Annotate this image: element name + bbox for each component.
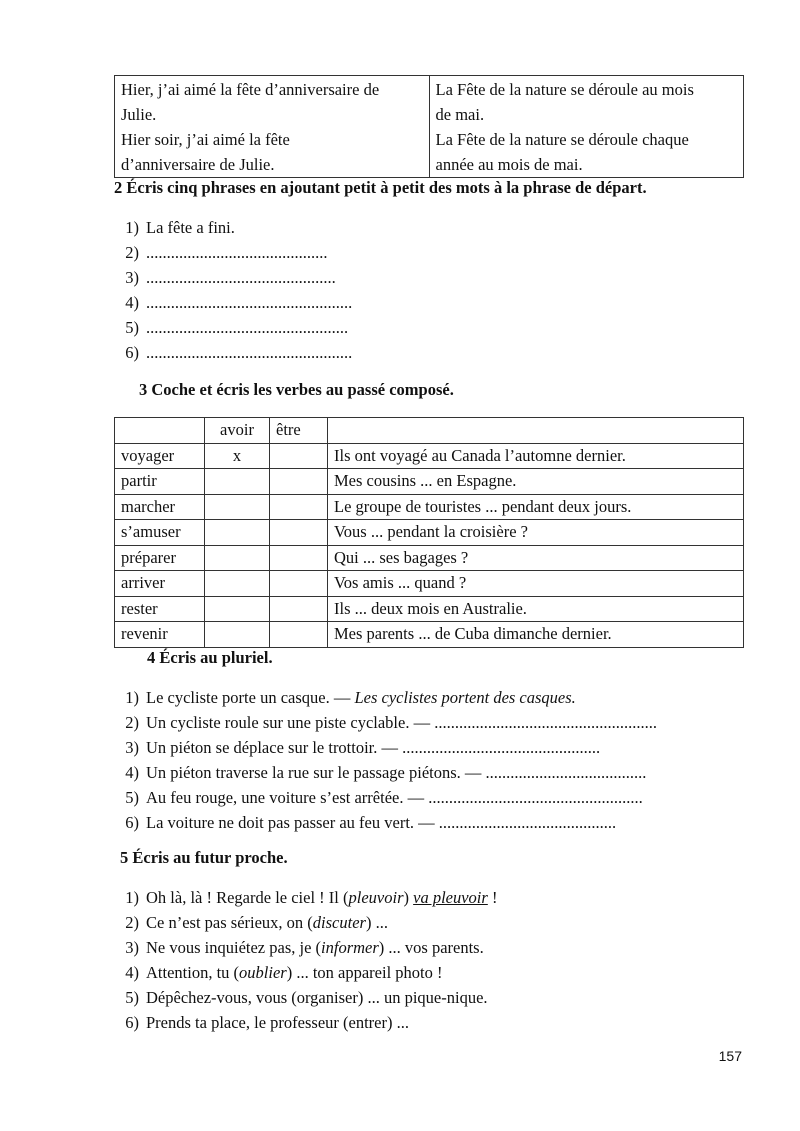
list-item: 2) ............................................ xyxy=(125,243,328,262)
table-row xyxy=(115,520,744,546)
sentence-cell: Mes parents ... de Cuba dimanche dernier. xyxy=(328,622,744,648)
list-item: 6) .................................................. xyxy=(125,343,353,362)
avoir-checkbox-cell[interactable] xyxy=(205,545,270,571)
left-cell xyxy=(115,76,430,178)
etre-checkbox-cell[interactable] xyxy=(270,622,328,648)
etre-checkbox-cell[interactable] xyxy=(270,571,328,597)
table-row xyxy=(115,443,744,469)
list-item: 5) Au feu rouge, une voiture s’est arrêtée. — .................................................... xyxy=(125,788,643,807)
list-item: 1) La fête a fini. xyxy=(125,218,235,237)
etre-checkbox-cell[interactable] xyxy=(270,494,328,520)
line: Hier soir, j’ai aimé la fête xyxy=(121,130,290,149)
list-item: 4) Attention, tu (oublier) ... ton appareil photo ! xyxy=(125,963,443,982)
avoir-checkbox-cell[interactable] xyxy=(205,520,270,546)
header-cell-etre: être xyxy=(270,418,328,444)
etre-checkbox-cell[interactable] xyxy=(270,469,328,495)
avoir-checkbox-cell[interactable] xyxy=(205,596,270,622)
header-cell xyxy=(328,418,744,444)
sentence-cell: Vos amis ... quand ? xyxy=(328,571,744,597)
list-item: 5) ................................................. xyxy=(125,318,349,337)
exercise5-list xyxy=(114,885,497,1035)
sentence-cell: Ils ... deux mois en Australie. xyxy=(328,596,744,622)
table-row xyxy=(115,494,744,520)
right-cell xyxy=(429,76,744,178)
exercise5-heading: 5 Écris au futur proche. xyxy=(120,848,288,867)
exercise4-list xyxy=(114,685,657,835)
verb-table xyxy=(114,417,744,648)
list-item: 1) Oh là, là ! Regarde le ciel ! Il (pleuvoir) va pleuvoir ! xyxy=(125,888,498,907)
exercise2-heading: 2 Écris cinq phrases en ajoutant petit à petit des mots à la phrase de départ. xyxy=(114,178,647,197)
avoir-checkbox-cell[interactable] xyxy=(205,571,270,597)
table-row xyxy=(115,596,744,622)
avoir-checkbox-cell[interactable] xyxy=(205,622,270,648)
line: La Fête de la nature se déroule chaque xyxy=(435,130,689,149)
header-cell xyxy=(115,418,205,444)
list-item: 1) Le cycliste porte un casque. — Les cyclistes portent des casques. xyxy=(125,688,576,707)
line: Hier, j’ai aimé la fête d’anniversaire de xyxy=(121,80,380,99)
header-cell-avoir: avoir xyxy=(205,418,270,444)
exercise2-list xyxy=(114,215,352,365)
list-item: 2) Ce n’est pas sérieux, on (discuter) ... xyxy=(125,913,388,932)
list-item: 4) Un piéton traverse la rue sur le passage piétons. — ....................................... xyxy=(125,763,647,782)
verb-cell: s’amuser xyxy=(115,520,205,546)
table-row xyxy=(115,571,744,597)
list-item: 4) .................................................. xyxy=(125,293,353,312)
sentence-cell: Mes cousins ... en Espagne. xyxy=(328,469,744,495)
table-row xyxy=(115,545,744,571)
table-row xyxy=(115,622,744,648)
verb-cell: revenir xyxy=(115,622,205,648)
exercise3-heading: 3 Coche et écris les verbes au passé composé. xyxy=(139,380,454,399)
table-row xyxy=(115,76,744,178)
list-item: 5) Dépêchez-vous, vous (organiser) ... un pique-nique. xyxy=(125,988,488,1007)
list-item: 6) Prends ta place, le professeur (entrer) ... xyxy=(125,1013,409,1032)
list-item: 3) Ne vous inquiétez pas, je (informer) ... vos parents. xyxy=(125,938,484,957)
verb-cell: rester xyxy=(115,596,205,622)
line: de mai. xyxy=(435,105,485,124)
exercise4-heading: 4 Écris au pluriel. xyxy=(147,648,273,667)
etre-checkbox-cell[interactable] xyxy=(270,443,328,469)
sentence-cell: Le groupe de touristes ... pendant deux jours. xyxy=(328,494,744,520)
avoir-checkbox-cell[interactable]: x xyxy=(205,443,270,469)
verb-cell: préparer xyxy=(115,545,205,571)
line: d’anniversaire de Julie. xyxy=(121,155,275,174)
example-answer: va pleuvoir xyxy=(413,888,488,907)
example-sentences-table xyxy=(114,75,744,178)
list-item: 2) Un cycliste roule sur une piste cyclable. — ...................................................... xyxy=(125,713,657,732)
list-item: 6) La voiture ne doit pas passer au feu vert. — ........................................... xyxy=(125,813,617,832)
sentence-cell: Vous ... pendant la croisière ? xyxy=(328,520,744,546)
avoir-checkbox-cell[interactable] xyxy=(205,469,270,495)
etre-checkbox-cell[interactable] xyxy=(270,545,328,571)
verb-cell: voyager xyxy=(115,443,205,469)
line: Julie. xyxy=(121,105,157,124)
line: année au mois de mai. xyxy=(435,155,583,174)
list-item: 3) .............................................. xyxy=(125,268,336,287)
verb-cell: partir xyxy=(115,469,205,495)
verb-cell: marcher xyxy=(115,494,205,520)
example-answer: Les cyclistes portent des casques. xyxy=(354,688,576,707)
sentence-cell: Qui ... ses bagages ? xyxy=(328,545,744,571)
table-header-row xyxy=(115,418,744,444)
sentence-cell: Ils ont voyagé au Canada l’automne dernier. xyxy=(328,443,744,469)
page-number: 157 xyxy=(718,1048,742,1064)
table-row xyxy=(115,469,744,495)
list-item: 3) Un piéton se déplace sur le trottoir. — ................................................ xyxy=(125,738,601,757)
line: La Fête de la nature se déroule au mois xyxy=(435,80,694,99)
etre-checkbox-cell[interactable] xyxy=(270,596,328,622)
avoir-checkbox-cell[interactable] xyxy=(205,494,270,520)
etre-checkbox-cell[interactable] xyxy=(270,520,328,546)
verb-cell: arriver xyxy=(115,571,205,597)
